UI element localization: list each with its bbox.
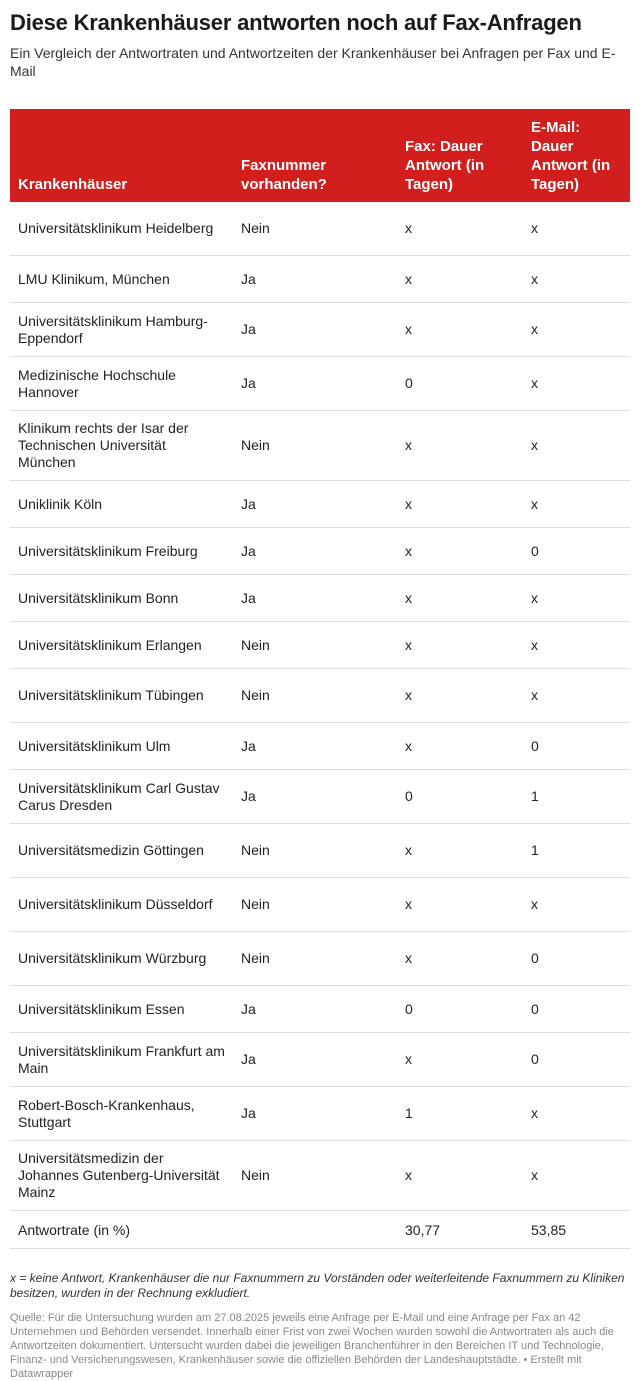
cell-faxnummer: Nein [233, 878, 397, 932]
chart-container [0, 8, 640, 1381]
cell-fax-dauer: x [397, 878, 523, 932]
cell-email-dauer: x [523, 1087, 630, 1141]
cell-fax-dauer: x [397, 723, 523, 770]
cell-faxnummer: Ja [233, 256, 397, 303]
table-row [10, 669, 630, 723]
table-row [10, 303, 630, 357]
cell-hospital: Uniklinik Köln [10, 481, 233, 528]
cell-email-dauer: x [523, 256, 630, 303]
table-footer-row [10, 1211, 630, 1249]
cell-hospital: Universitätsklinikum Frankfurt am Main [10, 1033, 233, 1087]
cell-email-dauer: x [523, 1141, 630, 1211]
cell-faxnummer: Ja [233, 575, 397, 622]
cell-email-dauer: 0 [523, 932, 630, 986]
table-body [10, 202, 630, 1211]
column-header-fax-dauer[interactable]: Fax: Dauer Antwort (in Tagen) [397, 109, 523, 202]
cell-hospital: Universitätsklinikum Ulm [10, 723, 233, 770]
table-row [10, 824, 630, 878]
table-row [10, 1033, 630, 1087]
cell-faxnummer: Ja [233, 303, 397, 357]
cell-email-dauer: 1 [523, 770, 630, 824]
cell-fax-dauer: x [397, 528, 523, 575]
legend-note: x = keine Antwort, Krankenhäuser die nur Faxnummern zu Vorständen oder weiterleitende Faxnummern zu Kliniken besitzen, wurden in der Rechnung exkludiert. [10, 1271, 625, 1300]
cell-hospital: Medizinische Hochschule Hannover [10, 357, 233, 411]
cell-fax-dauer: x [397, 622, 523, 669]
table-row [10, 878, 630, 932]
column-header-email-dauer[interactable]: E-Mail: Dauer Antwort (in Tagen) [523, 109, 630, 202]
table-row [10, 528, 630, 575]
column-header-faxnummer[interactable]: Faxnummer vorhanden? [233, 109, 397, 202]
cell-fax-dauer: x [397, 575, 523, 622]
cell-fax-dauer: x [397, 1033, 523, 1087]
cell-hospital: Universitätsklinikum Tübingen [10, 669, 233, 723]
cell-fax-dauer: 1 [397, 1087, 523, 1141]
cell-fax-dauer: x [397, 256, 523, 303]
cell-hospital: Universitätsklinikum Würzburg [10, 932, 233, 986]
cell-email-dauer: 0 [523, 528, 630, 575]
cell-hospital: Universitätsklinikum Freiburg [10, 528, 233, 575]
cell-fax-dauer: x [397, 824, 523, 878]
cell-email-dauer: 0 [523, 986, 630, 1033]
cell-hospital: Universitätsklinikum Erlangen [10, 622, 233, 669]
cell-faxnummer: Ja [233, 528, 397, 575]
cell-email-dauer: x [523, 878, 630, 932]
cell-hospital: Universitätsklinikum Carl Gustav Carus Dresden [10, 770, 233, 824]
chart-subtitle: Ein Vergleich der Antwortraten und Antwortzeiten der Krankenhäuser bei Anfragen per Fax und E-Mail [10, 45, 616, 79]
table-row [10, 256, 630, 303]
table-row [10, 932, 630, 986]
cell-fax-dauer: x [397, 411, 523, 481]
table-row [10, 575, 630, 622]
footer-cell-fax-rate: 30,77 [397, 1211, 523, 1249]
cell-hospital: LMU Klinikum, München [10, 256, 233, 303]
cell-faxnummer: Ja [233, 986, 397, 1033]
cell-email-dauer: x [523, 202, 630, 256]
table-row [10, 481, 630, 528]
cell-faxnummer: Ja [233, 770, 397, 824]
table-row [10, 1141, 630, 1211]
cell-faxnummer: Ja [233, 1033, 397, 1087]
cell-faxnummer: Nein [233, 669, 397, 723]
cell-fax-dauer: x [397, 1141, 523, 1211]
cell-hospital: Universitätsklinikum Hamburg-Eppendorf [10, 303, 233, 357]
cell-faxnummer: Nein [233, 932, 397, 986]
table-row [10, 1087, 630, 1141]
cell-email-dauer: x [523, 303, 630, 357]
cell-fax-dauer: 0 [397, 357, 523, 411]
cell-fax-dauer: x [397, 669, 523, 723]
table-row [10, 411, 630, 481]
cell-hospital: Klinikum rechts der Isar der Technischen Universität München [10, 411, 233, 481]
cell-faxnummer: Nein [233, 411, 397, 481]
cell-email-dauer: x [523, 481, 630, 528]
cell-faxnummer: Ja [233, 481, 397, 528]
cell-email-dauer: x [523, 622, 630, 669]
cell-faxnummer: Ja [233, 1087, 397, 1141]
table-row [10, 202, 630, 256]
cell-fax-dauer: x [397, 303, 523, 357]
chart-title: Diese Krankenhäuser antworten noch auf Fax-Anfragen [10, 10, 582, 35]
data-table [10, 109, 630, 1249]
footer-label: Antwortrate (in %) [10, 1211, 233, 1249]
column-header-krankenhaeuser[interactable]: Krankenhäuser [10, 109, 233, 202]
cell-hospital: Robert-Bosch-Krankenhaus, Stuttgart [10, 1087, 233, 1141]
table-header-row [10, 109, 630, 202]
cell-email-dauer: x [523, 575, 630, 622]
cell-hospital: Universitätsklinikum Düsseldorf [10, 878, 233, 932]
cell-hospital: Universitätsklinikum Essen [10, 986, 233, 1033]
cell-email-dauer: x [523, 411, 630, 481]
source-note: Quelle: Für die Untersuchung wurden am 27.08.2025 jeweils eine Anfrage per E-Mail und eine Anfrage per Fax an 42 Unternehmen und Behörden versendet. Innerhalb einer Frist von zwei Wochen wurden sowohl die Antwortraten als auch die Antwortzeiten dokumentiert. Untersucht wurden dabei die jeweiligen Branchenführer in den Bereichen IT und Technologie, Finanz- und Versicherungswesen, Krankenhäuser sowie die offiziellen Behörden der Landeshauptstädte. • Erstellt mit Datawrapper [10, 1312, 614, 1380]
table-row [10, 723, 630, 770]
cell-faxnummer: Nein [233, 824, 397, 878]
cell-email-dauer: 1 [523, 824, 630, 878]
cell-fax-dauer: x [397, 932, 523, 986]
table-row [10, 622, 630, 669]
cell-fax-dauer: x [397, 202, 523, 256]
cell-fax-dauer: x [397, 481, 523, 528]
cell-email-dauer: x [523, 357, 630, 411]
footer-cell-faxnummer [233, 1211, 397, 1249]
cell-email-dauer: 0 [523, 723, 630, 770]
cell-email-dauer: x [523, 669, 630, 723]
cell-faxnummer: Ja [233, 357, 397, 411]
cell-faxnummer: Nein [233, 622, 397, 669]
table-row [10, 986, 630, 1033]
cell-hospital: Universitätsklinikum Heidelberg [10, 202, 233, 256]
cell-fax-dauer: 0 [397, 770, 523, 824]
table-row [10, 357, 630, 411]
cell-faxnummer: Nein [233, 202, 397, 256]
footer-cell-email-rate: 53,85 [523, 1211, 630, 1249]
cell-email-dauer: 0 [523, 1033, 630, 1087]
cell-hospital: Universitätsklinikum Bonn [10, 575, 233, 622]
cell-faxnummer: Nein [233, 1141, 397, 1211]
cell-faxnummer: Ja [233, 723, 397, 770]
table-row [10, 770, 630, 824]
cell-hospital: Universitätsmedizin Göttingen [10, 824, 233, 878]
cell-fax-dauer: 0 [397, 986, 523, 1033]
cell-hospital: Universitätsmedizin der Johannes Gutenberg-Universität Mainz [10, 1141, 233, 1211]
